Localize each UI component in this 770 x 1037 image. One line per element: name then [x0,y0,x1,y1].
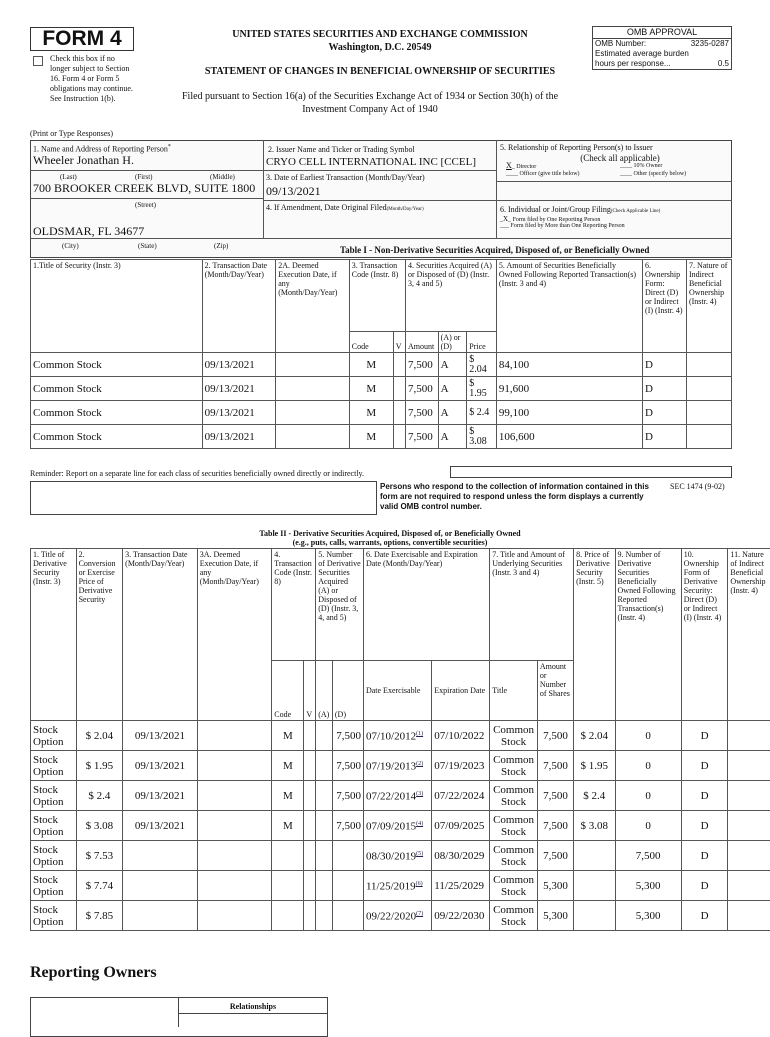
t2-expiration: 11/25/2029 [432,871,490,901]
omb-hours-label: hours per response... [595,59,671,68]
t1-owned: 91,600 [496,377,642,401]
form-title-box [30,27,134,51]
t2-shares: 5,300 [537,871,573,901]
t2-deemed [197,811,272,841]
t1-code: M [349,401,393,425]
t1-form: D [643,353,687,377]
t2-d: 7,500 [332,721,363,751]
director-label: Director [516,164,536,170]
price-value: 3.08 [469,437,494,447]
t2-expiration: 07/09/2025 [432,811,490,841]
t2-price: $ 2.4 [574,781,615,811]
t2-deemed [197,901,272,931]
t2-owned: 0 [615,781,681,811]
t1-form: D [643,401,687,425]
t2-h-deemed: 3A. Deemed Execution Date, if any (Month/Day/Year) [197,549,272,721]
t1-owned: 106,600 [496,425,642,449]
t1-ad: A [438,401,467,425]
table2-row [31,841,770,871]
table2-row [31,721,770,751]
t2-form: D [681,751,728,781]
t2-nature [728,871,770,901]
city-label: (City) [62,242,79,250]
t1-h-owned: 5. Amount of Securities Beneficially Owned Following Reported Transaction(s) (Instr. 3 and 4) [496,260,642,353]
t2-h-number: 5. Number of Derivative Securities Acquired (A) or Disposed of (D) (Instr. 3, 4, and 5) [316,549,364,661]
t1-date: 09/13/2021 [202,425,276,449]
t2-title: Stock Option [31,871,77,901]
print-type-note: (Print or Type Responses) [30,129,113,138]
director-check: X [506,161,512,170]
t1-ad: A [438,377,467,401]
by-more-label: Form filed by More than One Reporting Person [511,223,625,229]
t2-v [304,811,316,841]
state-label: (State) [138,242,157,250]
t1-v [393,353,405,377]
t1-v [393,401,405,425]
t2-a [316,841,333,871]
t2-h-form: 10. Ownership Form of Derivative Security: Direct (D) or Indirect (I) (Instr. 4) [681,549,728,721]
t2-shares: 7,500 [537,841,573,871]
t2-title: Stock Option [31,751,77,781]
filed-pursuant-line1: Filed pursuant to Section 16(a) of the Securities Exchange Act of 1934 or Section 30(h) of the [140,91,600,102]
t1-v [393,377,405,401]
t2-owned: 5,300 [615,871,681,901]
t2-h-date: 3. Transaction Date (Month/Day/Year) [123,549,198,721]
label-6: 6. Individual or Joint/Group Filing [500,205,611,214]
table2-row [31,811,770,841]
other-text: Other (specify below) [634,171,687,177]
exercisable-date: 09/22/2020 [366,911,416,923]
t2-shares: 7,500 [537,811,573,841]
checkbox[interactable] [33,56,43,66]
t2-h-nature: 11. Nature of Indirect Beneficial Ownership (Instr. 4) [728,549,770,721]
t2-under: Common Stock [490,871,538,901]
t1-price [467,377,497,401]
t2-h-v: V [304,661,316,721]
t2-conv: $ 2.4 [76,781,123,811]
price-value: 2.04 [469,365,494,375]
t2-price: $ 1.95 [574,751,615,781]
omb-hours: 0.5 [718,59,729,69]
t1-amount: 7,500 [405,377,438,401]
t2-expiration: 07/22/2024 [432,781,490,811]
t2-deemed [197,721,272,751]
t1-code: M [349,353,393,377]
t2-exercisable [363,811,431,841]
t2-a [316,811,333,841]
t2-v [304,871,316,901]
zip-label: (Zip) [214,242,228,250]
ten-pct-text: 10% Owner [634,163,663,169]
agency-name: UNITED STATES SECURITIES AND EXCHANGE COMMISSION [170,29,590,40]
t2-under: Common Stock [490,781,538,811]
filed-by-one: _X_ Form filed by One Reporting Person [500,215,600,223]
t2-h-a: (A) [316,661,333,721]
ten-pct-label: ____ 10% Owner [620,163,662,169]
t1-price [467,425,497,449]
t2-date: 09/13/2021 [123,721,198,751]
t2-title: Stock Option [31,781,77,811]
table1-row [31,425,732,449]
amendment-label-text: 4. If Amendment, Date Original Filed [266,203,387,212]
t2-v [304,721,316,751]
t1-title: Common Stock [31,425,203,449]
t2-h-amount-shares: Amount or Number of Shares [537,661,573,721]
filed-by-more: ___ Form filed by More than One Reporting Person [500,223,625,229]
t1-h-form: 6. Ownership Form: Direct (D) or Indirect (I) (Instr. 4) [643,260,687,353]
exercisable-date: 07/22/2014 [366,791,416,803]
t2-under: Common Stock [490,841,538,871]
earliest-date-label: 3. Date of Earliest Transaction (Month/Day/Year) [266,173,425,182]
t2-expiration: 09/22/2030 [432,901,490,931]
t2-price [574,871,615,901]
t2-price: $ 2.04 [574,721,615,751]
t2-title: Stock Option [31,901,77,931]
t1-title: Common Stock [31,353,203,377]
t2-code: M [272,781,304,811]
t2-d [332,901,363,931]
t2-form: D [681,781,728,811]
t2-d: 7,500 [332,811,363,841]
t2-h-code-sub: Code [272,661,304,721]
footnote-link[interactable]: (3) [416,791,423,797]
t2-nature [728,721,770,751]
t2-h-d: (D) [332,661,363,721]
price-value: 1.95 [469,389,494,399]
t1-title: Common Stock [31,377,203,401]
t1-date: 09/13/2021 [202,401,276,425]
issuer-name: CRYO CELL INTERNATIONAL INC [CCEL] [266,156,476,168]
table2-row [31,871,770,901]
t1-h-price: Price [467,332,497,353]
t2-a [316,721,333,751]
t2-date [123,901,198,931]
last-label: (Last) [60,173,77,181]
middle-label: (Middle) [210,173,235,181]
reporting-owners-heading: Reporting Owners [30,964,157,982]
t1-nature [686,425,731,449]
t2-h-under-title: Title [490,661,538,721]
by-one-check: X [503,215,508,223]
t2-d: 7,500 [332,781,363,811]
t1-nature [686,377,731,401]
street-label: (Street) [135,201,156,209]
t2-exercisable [363,841,431,871]
t1-date: 09/13/2021 [202,377,276,401]
t2-code [272,841,304,871]
omb-approval-box [592,26,732,70]
t1-h-code-sub: Code [349,332,393,353]
price-symbol: $ [469,379,494,389]
t2-price: $ 3.08 [574,811,615,841]
t2-expiration: 07/19/2023 [432,751,490,781]
t2-title: Stock Option [31,721,77,751]
t2-shares: 7,500 [537,781,573,811]
t2-code [272,871,304,901]
t1-amount: 7,500 [405,353,438,377]
t1-deemed [276,377,350,401]
t2-exercisable [363,781,431,811]
t2-h-conv: 2. Conversion or Exercise Price of Derivative Security [76,549,123,721]
t2-deemed [197,781,272,811]
t2-conv: $ 2.04 [76,721,123,751]
t2-owned: 0 [615,751,681,781]
label-6-small: (Check Applicable Line) [611,209,660,214]
issuer-label: 2. Issuer Name and Ticker or Trading Symbol [268,145,415,154]
t2-owned: 0 [615,721,681,751]
t2-conv: $ 1.95 [76,751,123,781]
filed-pursuant-line2: Investment Company Act of 1940 [140,104,600,115]
t2-under: Common Stock [490,751,538,781]
relationships-header: Relationships [178,1002,328,1011]
t1-form: D [643,377,687,401]
officer-text: Officer (give title below) [520,171,580,177]
t2-title: Stock Option [31,841,77,871]
t1-title: Common Stock [31,401,203,425]
t2-deemed [197,871,272,901]
price-symbol: $ [469,427,494,437]
t2-h-title: 1. Title of Derivative Security (Instr. 3) [31,549,77,721]
exercisable-date: 07/09/2015 [366,821,416,833]
t1-h-v: V [393,332,405,353]
table1-row [31,377,732,401]
t1-h-acquired: 4. Securities Acquired (A) or Disposed of (D) (Instr. 3, 4 and 5) [405,260,496,332]
relationship-label: 5. Relationship of Reporting Person(s) to Issuer [500,143,653,152]
t1-amount: 7,500 [405,425,438,449]
omb-title: OMB APPROVAL [593,27,731,39]
omb-number: 3235-0287 [691,39,729,49]
footnote-link[interactable]: (1) [416,731,423,737]
t1-code: M [349,425,393,449]
t2-owned: 5,300 [615,901,681,931]
t1-h-deemed: 2A. Deemed Execution Date, if any (Month/Day/Year) [276,260,350,353]
exercisable-date: 07/10/2012 [366,731,416,743]
t2-under: Common Stock [490,811,538,841]
t2-under: Common Stock [490,901,538,931]
t2-a [316,781,333,811]
agency-location: Washington, D.C. 20549 [170,42,590,53]
t2-nature [728,901,770,931]
t2-deemed [197,751,272,781]
price-symbol: $ 2.4 [469,408,494,418]
t2-title: Stock Option [31,811,77,841]
t1-form: D [643,425,687,449]
street-address: 700 BROOKER CREEK BLVD, SUITE 1800 [33,182,255,195]
t2-shares: 7,500 [537,751,573,781]
form-title: FORM 4 [31,28,133,50]
t2-deemed [197,841,272,871]
t2-v [304,841,316,871]
exercisable-date: 08/30/2019 [366,851,416,863]
t1-h-title: 1.Title of Security (Instr. 3) [31,260,203,353]
t2-nature [728,751,770,781]
t2-d: 7,500 [332,751,363,781]
table2-row [31,781,770,811]
footnote-link[interactable]: (6) [416,881,423,887]
amendment-label-small: (Month/Day/Year) [387,207,424,212]
t2-code: M [272,751,304,781]
t2-exercisable [363,721,431,751]
checkbox-label: Check this box if no longer subject to Section 16. Form 4 or Form 5 obligations may continue. See Instruction 1(b). [50,54,134,104]
t2-form: D [681,841,728,871]
exercisable-date: 11/25/2019 [366,881,416,893]
t1-h-aord: (A) or (D) [438,332,467,353]
t2-nature [728,841,770,871]
t1-deemed [276,401,350,425]
exercisable-date: 07/19/2013 [366,761,416,773]
t2-conv: $ 7.85 [76,901,123,931]
t2-h-exp: Expiration Date [432,661,490,721]
t2-h-price: 8. Price of Derivative Security (Instr. 5) [574,549,615,721]
t2-date: 09/13/2021 [123,811,198,841]
t2-conv: $ 7.74 [76,871,123,901]
t2-owned: 7,500 [615,841,681,871]
t2-price [574,901,615,931]
t1-amount: 7,500 [405,401,438,425]
t2-h-underlying: 7. Title and Amount of Underlying Securities (Instr. 3 and 4) [490,549,574,661]
t2-nature [728,811,770,841]
relationship-check-all: (Check all applicable) [540,153,700,163]
officer-label: ____ Officer (give title below) [506,171,580,177]
reminder-left-box [30,481,377,515]
footnote-link[interactable]: (2) [416,761,423,767]
t2-exercisable [363,901,431,931]
first-label: (First) [135,173,153,181]
t2-d [332,841,363,871]
t2-owned: 0 [615,811,681,841]
t1-ad: A [438,353,467,377]
table2 [30,548,770,931]
t1-h-code: 3. Transaction Code (Instr. 8) [349,260,405,332]
t2-form: D [681,871,728,901]
t1-h-nature: 7. Nature of Indirect Beneficial Ownership (Instr. 4) [686,260,731,353]
t2-form: D [681,721,728,751]
t2-v [304,781,316,811]
table1-row [31,401,732,425]
t2-a [316,871,333,901]
t1-price [467,353,497,377]
t1-date: 09/13/2021 [202,353,276,377]
t2-d [332,871,363,901]
t2-under: Common Stock [490,721,538,751]
t2-date: 09/13/2021 [123,781,198,811]
t2-form: D [681,811,728,841]
table2-subtitle: (e.g., puts, calls, warrants, options, convertible securities) [180,538,600,547]
label-1-mark: * [168,144,171,150]
t2-form: D [681,901,728,931]
city-state-zip: OLDSMAR, FL 34677 [33,225,144,238]
director-row: X_ Director [506,162,536,171]
sec-number: SEC 1474 (9-02) [670,482,725,491]
t2-conv: $ 3.08 [76,811,123,841]
reminder-right-box [450,466,732,478]
t1-owned: 99,100 [496,401,642,425]
t2-shares: 7,500 [537,721,573,751]
t2-h-code: 4. Transaction Code (Instr. 8) [272,549,316,661]
table1 [30,259,732,449]
t1-price [467,401,497,425]
table2-row [31,901,770,931]
t2-expiration: 08/30/2029 [432,841,490,871]
persons-notice: Persons who respond to the collection of information contained in this form are not required to respond unless the form displays a currently valid OMB control number. [380,482,650,512]
t1-deemed [276,353,350,377]
t1-ad: A [438,425,467,449]
t1-code: M [349,377,393,401]
t2-exercisable [363,871,431,901]
omb-burden-label: Estimated average burden [593,49,731,59]
t1-v [393,425,405,449]
t2-code [272,901,304,931]
t1-h-date: 2. Transaction Date (Month/Day/Year) [202,260,276,353]
statement-title: STATEMENT OF CHANGES IN BENEFICIAL OWNERSHIP OF SECURITIES [160,66,600,77]
by-one-label: Form filed by One Reporting Person [513,217,601,223]
t1-owned: 84,100 [496,353,642,377]
t1-nature [686,353,731,377]
t2-shares: 5,300 [537,901,573,931]
t2-a [316,901,333,931]
reminder-text: Reminder: Report on a separate line for each class of securities beneficially owned directly or indirectly. [30,469,364,478]
t2-date: 09/13/2021 [123,751,198,781]
other-label: ____ Other (specify below) [620,171,686,177]
table1-row [31,353,732,377]
t2-price [574,841,615,871]
t2-conv: $ 7.53 [76,841,123,871]
footnote-link[interactable]: (4) [416,821,423,827]
t2-code: M [272,721,304,751]
label-1: 1. Name and Address of Reporting Person [33,145,168,154]
t1-nature [686,401,731,425]
t2-nature [728,781,770,811]
table2-row [31,751,770,781]
t1-h-amount: Amount [405,332,438,353]
earliest-date: 09/13/2021 [266,185,321,198]
t2-h-owned: 9. Number of Derivative Securities Beneficially Owned Following Reported Transaction(s) (Instr. 4) [615,549,681,721]
t2-h-date-ex: Date Exercisable [363,661,431,721]
amendment-label [266,203,424,214]
t2-expiration: 07/10/2022 [432,721,490,751]
footnote-link[interactable]: (5) [416,851,423,857]
price-symbol: $ [469,355,494,365]
omb-number-label: OMB Number: [595,39,646,48]
t2-exercisable [363,751,431,781]
reporting-person-name: Wheeler Jonathan H. [33,154,134,167]
t1-deemed [276,425,350,449]
footnote-link[interactable]: (7) [416,911,423,917]
table2-title: Table II - Derivative Securities Acquired, Disposed of, or Beneficially Owned [180,529,600,538]
table1-title: Table I - Non-Derivative Securities Acquired, Disposed of, or Beneficially Owned [340,245,649,255]
t2-date [123,841,198,871]
t2-v [304,751,316,781]
t2-a [316,751,333,781]
t2-date [123,871,198,901]
t2-h-exercisable: 6. Date Exercisable and Expiration Date (Month/Day/Year) [363,549,489,661]
t2-v [304,901,316,931]
t2-code: M [272,811,304,841]
